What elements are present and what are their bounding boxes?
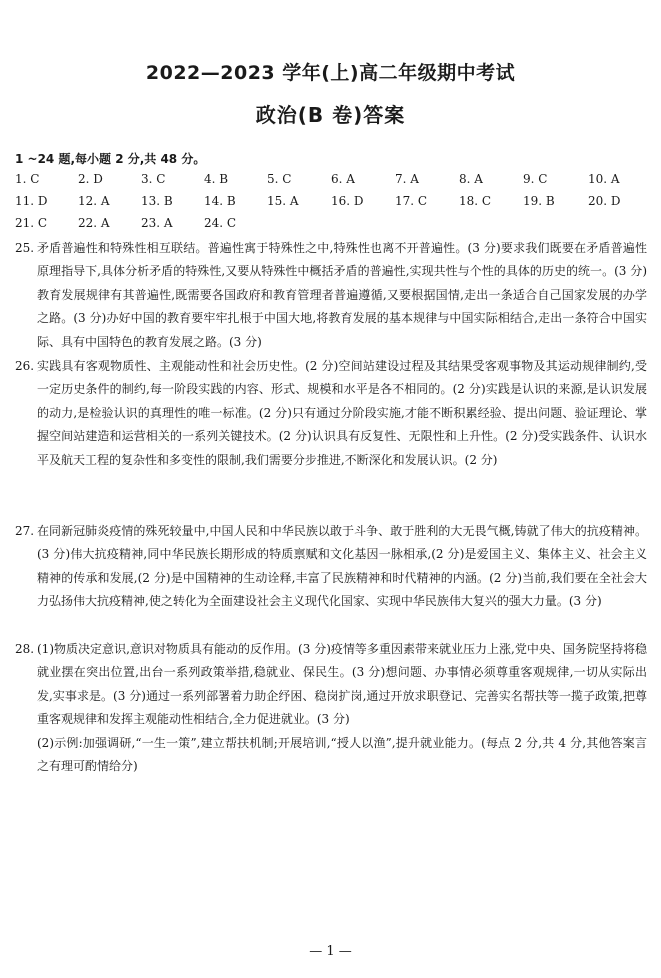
answer-item: 13. B [141,194,173,208]
answer-item: 16. D [331,194,364,208]
question-25 [15,237,647,354]
answer-item: 24. C [204,216,237,230]
answer-item: 20. D [588,194,621,208]
answer-item: 12. A [78,194,110,208]
question-number: 25. [15,241,35,255]
answer-item: 15. A [267,194,299,208]
answer-row [15,172,645,194]
answer-item: 14. B [204,194,236,208]
question-answer-text: 实践具有客观物质性、主观能动性和社会历史性。(2 分)空间站建设过程及其结果受客观事物及其运动规律制约,受一定历史条件的制约,每一阶段实践的内容、形式、规模和水平是各不相同的。(2 分)实践是认识的来源,是认识发展的动力,是检验认识的真理性的唯一标准。(2 分)只有通过分阶段实施,才能不断积累经验、提出问题、验证理论、掌握空间站建造和运营相关的一系列关键技术。(2 分)认识具有反复性、无限性和上升性。(2 分)受实践条件、认识水平及航天工程的复杂性和多变性的限制,我们需要分步推进,不断深化和发展认识。(2 分) [37,359,647,467]
question-26 [15,355,647,472]
answer-item: 3. C [141,172,166,186]
answer-item: 4. B [204,172,229,186]
page-subtitle: 政治(B 卷)答案 [255,103,406,127]
answer-item: 17. C [395,194,428,208]
answer-item: 6. A [331,172,355,186]
answer-item: 7. A [395,172,419,186]
question-27 [15,520,647,614]
question-answer-part-1: (1)物质决定意识,意识对物质具有能动的反作用。(3 分)疫情等多重因素带来就业压力上涨,党中央、国务院坚持将稳就业摆在突出位置,出台一系列政策举措,稳就业、保民生。(3 分)想问题、办事情必须尊重客观规律,一切从实际出发,实事求是。(3 分)通过一系列部署着力助企纾困、稳岗扩岗,通过开放求职登记、完善实名帮扶等一揽子政策,把尊重客观规律和发挥主观能动性相结合,全力促进就业。(3 分) [37,642,647,727]
question-number: 28. [15,642,35,656]
question-answer-part-2: (2)示例:加强调研,“一生一策”,建立帮扶机制;开展培训,“授人以渔”,提升就业能力。(每点 2 分,共 4 分,其他答案言之有理可酌情给分) [37,735,647,774]
answer-item: 9. C [523,172,548,186]
section-heading: 1 ~24 题,每小题 2 分,共 48 分。 [15,152,206,166]
answer-item: 1. C [15,172,40,186]
question-28 [15,638,647,778]
question-answer-block [37,638,647,778]
answer-item: 11. D [15,194,48,208]
answer-item: 23. A [141,216,173,230]
answer-item: 10. A [588,172,620,186]
answer-item: 8. A [459,172,483,186]
question-number: 26. [15,359,35,373]
answer-item: 22. A [78,216,110,230]
answer-item: 5. C [267,172,292,186]
page-number: — 1 — [309,944,352,959]
question-answer-text: 矛盾普遍性和特殊性相互联结。普遍性寓于特殊性之中,特殊性也离不开普遍性。(3 分)要求我们既要在矛盾普遍性原理指导下,具体分析矛盾的特殊性,又要从特殊性中概括矛盾的普遍性,实现共性与个性的具体的历史的统一。(3 分)教育发展规律有其普遍性,既需要各国政府和教育管理者普遍遵循,又要根据国情,走出一条适合自己国家发展的办学之路。(3 分)办好中国的教育要牢牢扎根于中国大地,将教育发展的基本规律与中国实际相结合,走出一条符合中国实际、具有中国特色的教育发展之路。(3 分) [37,241,647,349]
question-answer-text: 在同新冠肺炎疫情的殊死较量中,中国人民和中华民族以敢于斗争、敢于胜利的大无畏气概,铸就了伟大的抗疫精神。(3 分)伟大抗疫精神,同中华民族长期形成的特质禀赋和文化基因一脉相承,(2 分)是爱国主义、集体主义、社会主义精神的传承和发展,(2 分)是中国精神的生动诠释,丰富了民族精神和时代精神的内涵。(2 分)当前,我们要在全社会大力弘扬伟大抗疫精神,使之转化为全面建设社会主义现代化国家、实现中华民族伟大复兴的强大力量。(3 分) [37,524,647,609]
page-title: 2022—2023 学年(上)高二年级期中考试 [145,62,516,84]
answer-row [15,216,645,238]
answer-grid [15,172,645,238]
answer-item: 19. B [523,194,555,208]
answer-item: 2. D [78,172,103,186]
answer-item: 18. C [459,194,492,208]
answer-item: 21. C [15,216,48,230]
question-number: 27. [15,524,35,538]
answer-row [15,194,645,216]
